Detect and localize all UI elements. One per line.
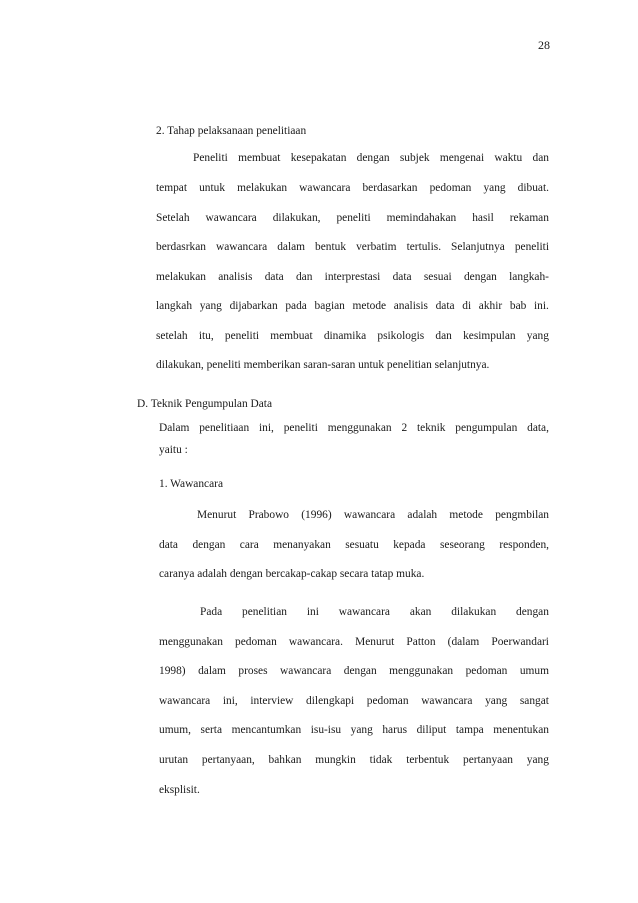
word: data [435,300,455,312]
section-2-line-1 [193,151,549,165]
word: 2 [401,422,408,434]
word: dalam [277,241,306,253]
word: dalam [198,665,226,677]
word: terbentuk [406,754,450,766]
word: umum [519,665,549,677]
word: pedoman [235,636,277,648]
word: data [159,539,178,551]
word: diliput [416,724,447,736]
word: peneliti [283,422,318,434]
word: melakukan [237,182,288,194]
page-number: 28 [538,38,550,52]
word: sangat [519,695,549,707]
word: mengenai [439,152,485,164]
word: ini, [259,422,274,434]
word: pengmbilan [495,509,549,521]
word: untuk [199,182,226,194]
word: sesuai [423,271,452,283]
word: verbatim [356,241,397,253]
word: data, [527,422,549,434]
wawancara-p2-line-2 [159,635,549,649]
word: membuat [238,152,281,164]
word: yang [199,300,222,312]
section-2-line-4 [156,240,549,254]
section-2-line-5 [156,270,549,284]
wawancara-p2-line-5 [159,723,549,737]
word: langkah [156,300,193,312]
section-d-heading: D. Teknik Pengumpulan Data [137,398,273,410]
word: yang [485,695,508,707]
section-d-intro-line-2: yaitu : [159,444,188,456]
word: yang [526,754,549,766]
word: cara [239,539,259,551]
word: Menurut [355,636,395,648]
word: dibuat. [517,182,549,194]
word: bahkan [268,754,302,766]
word: wawancara [299,182,351,194]
word: Menurut [197,509,237,521]
word: pertanyaan [463,754,513,766]
wawancara-p2-line-1 [200,605,549,619]
word: setelah [156,330,188,342]
word: tidak [369,754,393,766]
word: urutan [159,754,189,766]
word: menentukan [493,724,549,736]
word: responden, [499,539,549,551]
word: peneliti [336,212,371,224]
word: psikologis [377,330,425,342]
word: menggunakan [389,665,454,677]
section-2-heading: 2. Tahap pelaksanaan penelitiaan [156,125,307,137]
word: kepada [393,539,426,551]
word: tempat [156,182,187,194]
wawancara-p2-line-7: eksplisit. [159,784,200,796]
section-2-line-2 [156,181,549,195]
word: di [462,300,472,312]
word: analisis [218,271,253,283]
word: serta [200,724,223,736]
word: wawancara. [288,636,343,648]
word: penelitian [242,606,287,618]
word: isu-isu [310,724,342,736]
word: pertanyaan, [201,754,255,766]
word: wawancara [421,695,473,707]
word: berdasarkan [362,182,418,194]
section-2-line-7 [156,329,549,343]
word: dengan [192,539,226,551]
word: ini [306,606,319,618]
wawancara-p2-line-6 [159,753,549,767]
word: dan [532,152,549,164]
word: data [392,271,412,283]
wawancara-p2-line-3 [159,664,549,678]
word: seseorang [439,539,485,551]
word: peneliti [224,330,260,342]
wawancara-p1-line-3: caranya adalah dengan bercakap-cakap secara tatap muka. [159,568,425,580]
word: (dalam [447,636,480,648]
word: yang [483,182,506,194]
word: berdasrkan [156,241,206,253]
word: mencantumkan [231,724,302,736]
word: menggunakan [159,636,223,648]
section-2-line-8: dilakukan, peneliti memberikan saran-saran untuk penelitian selanjutnya. [156,359,490,371]
word: wawancara [338,606,390,618]
word: Patton [406,636,436,648]
word: menggunakan [327,422,392,434]
word: ini, [222,695,238,707]
word: akan [409,606,432,618]
word: proses [238,665,268,677]
word: bab [509,300,527,312]
word: teknik [416,422,446,434]
word: bagian [314,300,345,312]
section-2-line-3 [156,211,549,225]
word: pada [285,300,307,312]
word: pedoman [366,695,409,707]
word: dilakukan [451,606,497,618]
word: sesuatu [345,539,379,551]
word: interview [250,695,294,707]
word: yang [350,724,373,736]
word: kesimpulan [463,330,516,342]
word: dengan [343,665,377,677]
word: mungkin [315,754,356,766]
word: dengan [463,271,497,283]
word: bentuk [315,241,347,253]
word: Dalam [159,422,190,434]
word: metode [352,300,387,312]
word: dijabarkan [229,300,278,312]
word: dinamika [323,330,367,342]
word: dan [435,330,452,342]
word: dengan [356,152,390,164]
word: melakukan [156,271,206,283]
word: membuat [270,330,313,342]
word: analisis [393,300,428,312]
word: peneliti [514,241,549,253]
word: Pada [200,606,223,618]
word: ini. [534,300,549,312]
word: wawancara [280,665,332,677]
wawancara-p1-line-1 [197,508,549,522]
word: adalah [407,509,438,521]
word: dan [295,271,313,283]
word: itu, [198,330,214,342]
word: rekaman [509,212,549,224]
section-d-intro-line-1 [159,421,549,435]
section-2-line-6 [156,299,549,313]
word: langkah- [509,271,549,283]
wawancara-p2-line-4 [159,694,549,708]
word: harus [382,724,408,736]
word: interprestasi [324,271,381,283]
word: wawancara [205,212,257,224]
word: tertulis. [406,241,442,253]
word: Selanjutnya [451,241,505,253]
word: data [264,271,284,283]
word: Prabowo [248,509,289,521]
word: metode [449,509,483,521]
word: dilakukan, [272,212,321,224]
word: akhir [478,300,503,312]
word: dilengkapi [306,695,355,707]
word: pedoman [465,665,508,677]
word: subjek [399,152,430,164]
word: waktu [494,152,523,164]
word: pedoman [429,182,472,194]
word: yang [526,330,549,342]
word: 1998) [159,665,186,677]
word: (1996) [301,509,332,521]
word: kesepakatan [290,152,347,164]
word: wawancara [159,695,211,707]
wawancara-p1-line-2 [159,538,549,552]
word: wawancara [215,241,268,253]
word: pengumpulan [455,422,518,434]
word: tampa [455,724,484,736]
word: umum, [159,724,191,736]
word: dengan [516,606,549,618]
word: wawancara [343,509,396,521]
word: Poerwandari [491,636,549,648]
word: memindahakan [386,212,457,224]
word: hasil [472,212,494,224]
word: penelitiaan [199,422,250,434]
word: menanyakan [273,539,331,551]
word: Peneliti [193,152,228,164]
word: Setelah [156,212,190,224]
wawancara-subheading: 1. Wawancara [159,478,224,490]
